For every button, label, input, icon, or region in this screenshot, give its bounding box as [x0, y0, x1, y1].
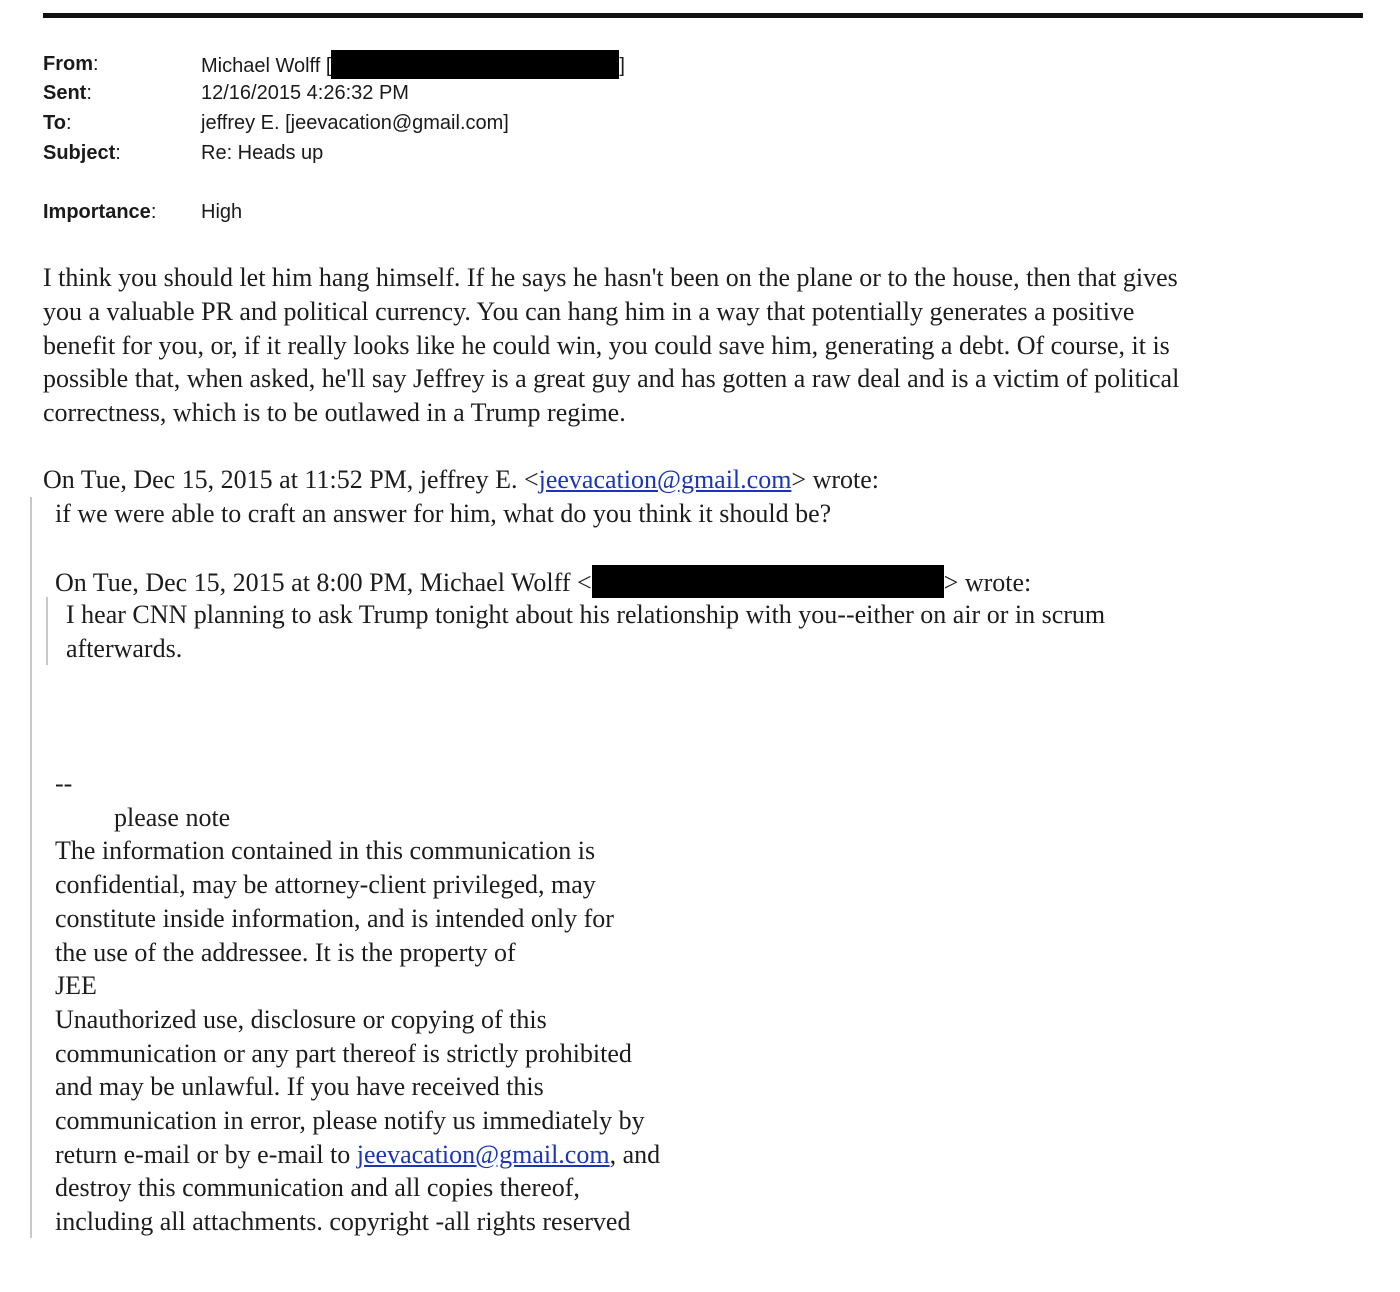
- subject-label: Subject:: [43, 142, 121, 164]
- to-value: jeffrey E. [jeevacation@gmail.com]: [201, 112, 509, 134]
- message-body: [43, 261, 1363, 430]
- signature-separator: --: [55, 769, 73, 798]
- body-line: you a valuable PR and political currency. You can hang him in a way that potentially generates a positive: [43, 296, 1135, 326]
- signature-block: [55, 767, 660, 1239]
- sent-label: Sent:: [43, 82, 92, 104]
- quote-border-inner: [46, 597, 48, 665]
- signature-line: confidential, may be attorney-client privileged, may: [55, 870, 596, 900]
- signature-line: communication or any part thereof is strictly prohibited: [55, 1038, 632, 1068]
- to-label: To:: [43, 112, 72, 134]
- body-line: possible that, when asked, he'll say Jeffrey is a great guy and has gotten a raw deal and is a victim of political: [43, 364, 1180, 394]
- body-line: I think you should let him hang himself. If he says he hasn't been on the plane or to the house, then that gives: [43, 263, 1178, 292]
- quote2-line: afterwards.: [66, 634, 183, 663]
- importance-value: High: [201, 201, 243, 223]
- signature-note-heading: please note: [114, 802, 231, 832]
- sent-value: 12/16/2015 4:26:32 PM: [201, 82, 409, 104]
- signature-email-line: return e-mail or by e-mail to jeevacation@gmail.com, and: [55, 1139, 661, 1169]
- signature-line: and may be unlawful. If you have received this: [55, 1072, 544, 1102]
- from-label: From:: [43, 53, 99, 75]
- quote1-attribution: On Tue, Dec 15, 2015 at 11:52 PM, jeffrey E. <jeevacation@gmail.com> wrote:: [43, 465, 880, 494]
- signature-line: the use of the addressee. It is the property of: [55, 937, 516, 967]
- quote-border-outer: [30, 497, 32, 1238]
- signature-email-link[interactable]: jeevacation@gmail.com: [356, 1139, 610, 1169]
- quote1-email-link[interactable]: jeevacation@gmail.com: [538, 465, 792, 494]
- signature-line: Unauthorized use, disclosure or copying of this: [55, 1004, 547, 1034]
- top-divider-rule: [43, 13, 1363, 18]
- quote2-text: [66, 598, 1105, 666]
- importance-label: Importance:: [43, 201, 157, 223]
- signature-line: JEE: [55, 971, 97, 1001]
- quote2-line: I hear CNN planning to ask Trump tonight about his relationship with you--either on air or in scrum: [66, 600, 1106, 629]
- quote1-text: if we were able to craft an answer for him, what do you think it should be?: [55, 499, 832, 528]
- signature-line: constitute inside information, and is intended only for: [55, 903, 614, 933]
- redacted-email-block: [592, 565, 944, 598]
- body-line: benefit for you, or, if it really looks like he could win, you could save him, generating a debt. Of course, it is: [43, 330, 1170, 360]
- subject-value: Re: Heads up: [201, 142, 324, 164]
- quote2-attribution: On Tue, Dec 15, 2015 at 8:00 PM, Michael Wolff < > wrote:: [55, 565, 1031, 600]
- signature-line: The information contained in this communication is: [55, 836, 596, 866]
- signature-line: communication in error, please notify us immediately by: [55, 1106, 645, 1136]
- signature-line: including all attachments. copyright -all rights reserved: [55, 1207, 631, 1237]
- redacted-email-block: [331, 50, 619, 79]
- from-value: Michael Wolff [ ]: [201, 50, 625, 80]
- signature-line: destroy this communication and all copies thereof,: [55, 1173, 580, 1203]
- body-line: correctness, which is to be outlawed in a Trump regime.: [43, 398, 626, 428]
